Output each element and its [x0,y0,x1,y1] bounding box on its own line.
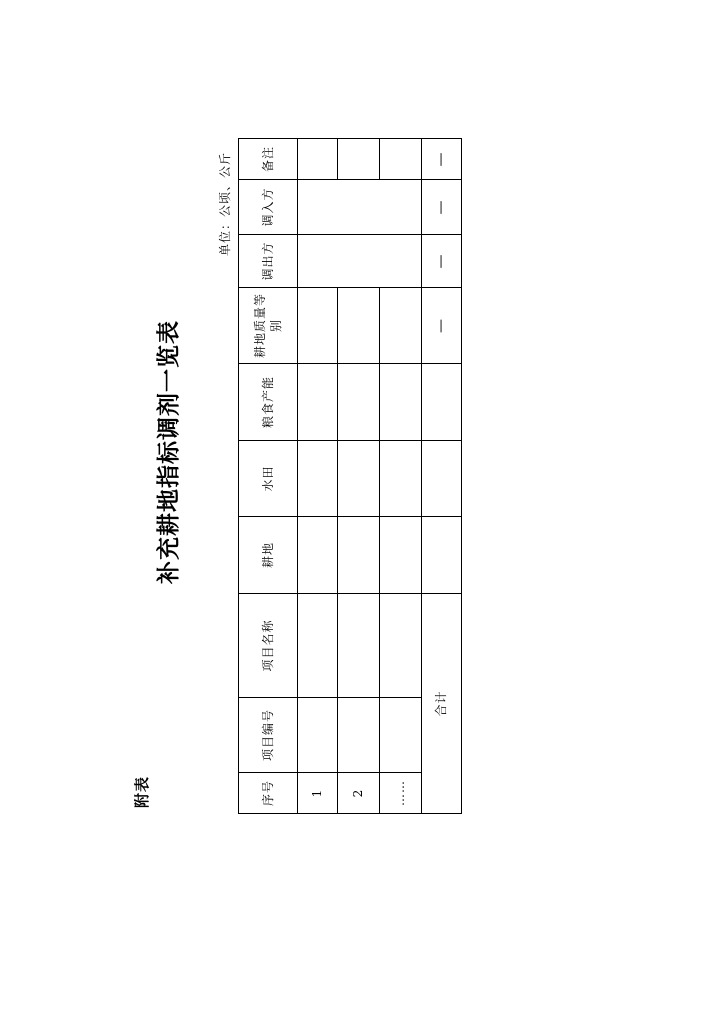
appendix-label: 附表 [133,775,151,808]
header-cell-index: 序号 [239,773,298,814]
table-cell [298,517,338,594]
row-index-cell: 2 [338,773,380,814]
table-cell [380,441,422,517]
table-cell [298,139,338,180]
header-row [239,139,298,814]
header-cell-farmland: 耕地 [239,517,298,594]
table-cell [338,441,380,517]
table-cell [380,288,422,364]
table-cell [380,517,422,594]
table-cell [298,441,338,517]
table-cell [338,288,380,364]
unit-note: 单位：公顷、公斤 [218,151,232,256]
total-transfer-in-cell: — [422,180,462,235]
table-cell [380,364,422,441]
total-row [422,139,462,814]
header-cell-quality-grade: 耕地质量等别 [239,288,298,364]
total-transfer-out-cell: — [422,235,462,288]
total-remarks-cell: — [422,139,462,180]
total-label-cell: 合计 [422,594,462,814]
table-row [298,139,338,814]
page-title: 补充耕地指标调剂一览表 [155,320,182,584]
table-cell [298,594,338,698]
header-cell-paddy-field: 水田 [239,441,298,517]
table-cell [298,364,338,441]
header-cell-project-code: 项目编号 [239,698,298,773]
row-index-cell: 1 [298,773,338,814]
table-cell [338,364,380,441]
transfer-in-merged-cell [298,180,422,235]
table-cell [380,139,422,180]
header-cell-project-name: 项目名称 [239,594,298,698]
table-cell [338,139,380,180]
header-cell-transfer-out: 调出方 [239,235,298,288]
header-cell-transfer-in: 调入方 [239,180,298,235]
transfer-out-merged-cell [298,235,422,288]
table-cell [380,698,422,773]
row-index-cell: …… [380,773,422,814]
table-cell [338,698,380,773]
table-cell [298,698,338,773]
table-cell [338,517,380,594]
table-cell [422,364,462,441]
header-cell-remarks: 备注 [239,139,298,180]
allocation-table [238,138,462,814]
table-cell [298,288,338,364]
table-cell [422,441,462,517]
table-cell [422,517,462,594]
table-cell [338,594,380,698]
total-quality-grade-cell: — [422,288,462,364]
table-cell [380,594,422,698]
header-cell-grain-capacity: 粮食产能 [239,364,298,441]
